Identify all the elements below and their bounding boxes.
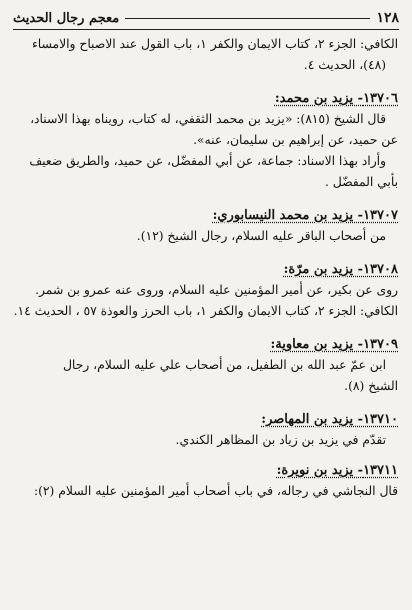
entry-13706: [13, 89, 398, 193]
entry-title: ١٣٧٠٧- يزيد بن محمد النيسابوري:: [212, 208, 398, 223]
entry-title: ١٣٧٠٩- يزيد بن معاوية:: [270, 337, 398, 352]
page-content: [13, 34, 398, 502]
entry-13711: [13, 461, 398, 502]
entry-line: قال الشيخ (٨١٥): «يزيد بن محمد الثقفي، له كتاب، رويناه بهذا الاسناد،: [30, 112, 386, 126]
entry-line: عن حميد، عن إبراهيم بن سليمان، عنه».: [193, 133, 398, 147]
entry-line: الشيخ (٨).: [344, 379, 398, 393]
intro-line: الكافي: الجزء ٢، كتاب الايمان والكفر ١، باب القول عند الاصباح والامساء: [32, 37, 398, 51]
entry-13710: [13, 410, 398, 451]
entry-title: ١٣٧٠٦- يزيد بن محمد:: [274, 91, 398, 106]
entry-line: بأبي المفضّل .: [324, 175, 398, 189]
entry-13708: [13, 260, 398, 322]
entry-line: روى عن بكير، عن أمير المؤمنين عليه السلام، وروى عنه عمرو بن شمر.: [35, 283, 398, 297]
entry-line: من أصحاب الباقر عليه السلام، رجال الشيخ (١٢).: [136, 229, 386, 243]
entry-line: وأراد بهذا الاسناد: جماعة، عن أبي المفضّل، عن حميد، والطريق ضعيف: [29, 154, 386, 168]
page-header: [13, 7, 399, 30]
entry-13709: [13, 335, 398, 397]
entry-title: ١٣٧١١- يزيد بن نويرة:: [276, 463, 398, 478]
entry-line: قال النجاشي في رجاله، في باب أصحاب أمير المؤمنين عليه السلام (٢):: [33, 484, 398, 498]
entry-13707: [13, 206, 398, 247]
book-title: معجم رجال الحديث: [13, 10, 120, 26]
page-number: ١٢٨: [376, 10, 399, 26]
entry-line: ابن عمّ عبد الله بن الطفيل، من أصحاب علي عليه السلام، رجال: [62, 358, 386, 372]
header-rule: [125, 18, 370, 19]
entry-title: ١٣٧٠٨- يزيد بن مرّة:: [283, 262, 398, 277]
intro-line: (٤٨)، الحديث ٤.: [303, 58, 386, 72]
entry-line: الكافي: الجزء ٢، كتاب الايمان والكفر ١، باب الحرز والعوذة ٥٧ ، الحديث ١٤.: [13, 304, 398, 318]
entry-line: تقدّم في يزيد بن زياد بن المظاهر الكندي.: [175, 433, 386, 447]
entry-title: ١٣٧١٠- يزيد بن المهاصر:: [261, 412, 398, 427]
